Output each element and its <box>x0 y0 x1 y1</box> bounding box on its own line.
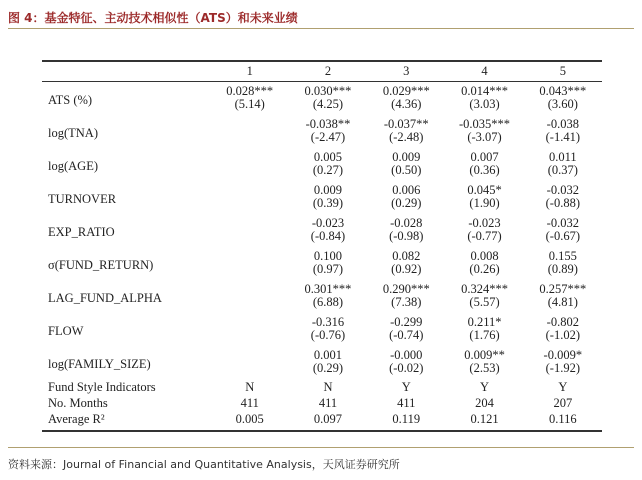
coefficient-cell: 0.009 <box>313 183 343 197</box>
coefficient-cell: 0.009** <box>464 348 505 362</box>
coefficient-cell: -0.035*** <box>459 117 511 131</box>
coefficient-cell <box>211 247 289 263</box>
coefficient-cell: 0.001 <box>313 348 343 362</box>
coefficient-cell: 0.100 <box>313 249 343 263</box>
summary-rows <box>42 379 602 431</box>
column-header-2: 2 <box>324 64 332 78</box>
coefficient-cell: -0.023 <box>311 216 345 230</box>
t-stat-cell: (6.88) <box>312 295 344 309</box>
column-header-1: 1 <box>246 64 253 78</box>
row-label: EXP_RATIO <box>48 224 115 239</box>
t-stat-cell: (2.53) <box>469 361 500 375</box>
t-stat-cell: (1.90) <box>469 196 500 210</box>
row-label: σ(FUND_RETURN) <box>48 257 154 272</box>
t-stat-cell: (0.27) <box>312 163 344 177</box>
coefficient-cell: -0.032 <box>546 216 579 230</box>
summary-cell: N <box>323 380 333 394</box>
coefficient-cell: -0.802 <box>546 315 579 329</box>
row-label: Average R² <box>42 411 211 431</box>
t-stat-cell: (4.25) <box>312 97 344 111</box>
row-label: log(TNA) <box>48 125 98 140</box>
t-stat-cell: (0.39) <box>312 196 344 210</box>
coefficient-cell: 0.030*** <box>304 84 352 98</box>
coefficient-cell: 0.009 <box>392 150 421 164</box>
t-stat-cell: (-1.41) <box>545 130 581 144</box>
coefficient-cell: -0.032 <box>546 183 579 197</box>
header-label-cell <box>42 61 211 82</box>
t-stat-cell: (0.37) <box>547 163 578 177</box>
table-row <box>42 115 602 131</box>
t-stat-cell: (0.89) <box>547 262 578 276</box>
t-stat-cell <box>211 296 289 313</box>
bottom-divider <box>8 447 634 448</box>
figure-title: 图 4：基金特征、主动技术相似性（ATS）和未来业绩 <box>8 11 298 25</box>
coefficient-cell: 0.155 <box>548 249 577 263</box>
table-row <box>42 214 602 230</box>
t-stat-cell: (3.60) <box>547 97 578 111</box>
coefficient-cell <box>211 115 289 131</box>
row-label: log(AGE) <box>48 158 98 173</box>
coefficient-cell: 0.029*** <box>382 84 430 98</box>
t-stat-cell: (-0.74) <box>389 328 424 342</box>
table-row <box>42 82 602 99</box>
t-stat-cell: (-0.67) <box>545 229 581 243</box>
summary-cell: Y <box>558 380 568 394</box>
coefficient-cell: 0.043*** <box>539 84 587 98</box>
row-label: FLOW <box>48 323 84 338</box>
column-header-5: 5 <box>559 64 566 78</box>
coefficient-cell: 0.082 <box>392 249 421 263</box>
column-header-4: 4 <box>481 64 488 78</box>
t-stat-cell <box>211 263 289 280</box>
source-note: 资料来源：Journal of Financial and Quantitative Analysis，天风证券研究所 <box>8 458 400 471</box>
t-stat-cell: (-0.77) <box>467 229 502 243</box>
t-stat-cell: (4.36) <box>391 97 422 111</box>
summary-cell: Y <box>401 380 411 394</box>
summary-cell: 411 <box>240 396 259 410</box>
row-label: ATS (%) <box>48 92 93 107</box>
summary-cell: 0.116 <box>524 411 602 431</box>
regression-table <box>42 60 602 432</box>
table-row <box>42 346 602 362</box>
coefficient-cell: 0.028*** <box>226 84 274 98</box>
summary-cell: 0.097 <box>289 411 367 431</box>
t-stat-cell: (-0.98) <box>389 229 424 243</box>
coefficient-cell: -0.038** <box>305 117 351 131</box>
summary-cell: N <box>245 380 255 394</box>
t-stat-cell: (-1.02) <box>545 328 581 342</box>
t-stat-cell: (0.97) <box>312 262 344 276</box>
coefficient-cell: 0.014*** <box>461 84 508 98</box>
row-label: TURNOVER <box>48 191 117 206</box>
row-label: No. Months <box>48 396 108 410</box>
coefficient-cell: 0.045* <box>467 183 502 197</box>
coefficient-cell: 0.301*** <box>304 282 352 296</box>
row-label: Fund Style Indicators <box>48 380 156 394</box>
summary-row <box>42 411 602 431</box>
t-stat-cell <box>211 131 289 148</box>
t-stat-cell: (-2.48) <box>389 130 424 144</box>
t-stat-cell: (5.57) <box>469 295 500 309</box>
t-stat-cell <box>211 329 289 346</box>
table-row <box>42 181 602 197</box>
table-row <box>42 247 602 263</box>
coefficient-cell: -0.038 <box>546 117 579 131</box>
summary-cell: Y <box>480 380 490 394</box>
coefficient-cell: -0.000 <box>390 348 423 362</box>
t-stat-cell: (-2.47) <box>310 130 346 144</box>
coefficient-cell: 0.324*** <box>461 282 508 296</box>
coefficient-cell: -0.023 <box>468 216 501 230</box>
t-stat-cell: (0.29) <box>391 196 422 210</box>
t-stat-cell <box>211 164 289 181</box>
t-stat-cell: (0.50) <box>391 163 422 177</box>
coefficient-cell: 0.008 <box>470 249 499 263</box>
coefficient-cell: 0.290*** <box>382 282 430 296</box>
coefficient-cell: 0.211* <box>467 315 502 329</box>
table-row <box>42 280 602 296</box>
t-stat-cell: (5.14) <box>234 97 265 111</box>
t-stat-cell: (1.76) <box>469 328 500 342</box>
row-label: LAG_FUND_ALPHA <box>48 290 162 305</box>
t-stat-cell: (0.26) <box>469 262 500 276</box>
summary-cell: 411 <box>397 396 416 410</box>
summary-cell: 207 <box>553 396 573 410</box>
coefficient-cell: 0.011 <box>548 150 577 164</box>
header-row <box>42 61 602 82</box>
summary-row <box>42 379 602 395</box>
t-stat-cell: (-0.02) <box>389 361 424 375</box>
coefficient-cell: 0.006 <box>392 183 421 197</box>
t-stat-cell: (-0.88) <box>545 196 581 210</box>
coefficient-cell <box>211 148 289 164</box>
t-stat-cell: (-3.07) <box>467 130 502 144</box>
t-stat-cell: (0.92) <box>391 262 422 276</box>
t-stat-cell: (-0.84) <box>310 229 346 243</box>
t-stat-cell: (0.36) <box>469 163 500 177</box>
coefficient-cell: -0.009* <box>543 348 583 362</box>
summary-cell: 411 <box>318 396 338 410</box>
t-stat-cell: (-0.76) <box>310 328 346 342</box>
summary-row <box>42 395 602 411</box>
t-stat-cell: (4.81) <box>547 295 578 309</box>
table-row <box>42 313 602 329</box>
coefficient-cell: 0.257*** <box>539 282 587 296</box>
coefficient-cell: -0.028 <box>390 216 423 230</box>
coefficient-cell <box>211 181 289 197</box>
t-stat-cell: (3.03) <box>469 97 500 111</box>
table-row <box>42 148 602 164</box>
regression-table-wrapper <box>42 60 602 432</box>
summary-cell: 0.119 <box>367 411 445 431</box>
t-stat-cell <box>211 230 289 247</box>
t-stat-cell: (0.29) <box>312 361 344 375</box>
t-stat-cell: (-1.92) <box>545 361 581 375</box>
t-stat-cell <box>211 362 289 379</box>
top-divider <box>8 28 634 29</box>
coefficient-cell <box>211 214 289 230</box>
coefficient-cell: 0.007 <box>470 150 499 164</box>
coefficient-cell <box>211 346 289 362</box>
coefficient-cell: -0.037** <box>383 117 429 131</box>
t-stat-cell <box>211 197 289 214</box>
coefficient-rows <box>42 82 602 380</box>
summary-cell: 0.121 <box>445 411 523 431</box>
coefficient-cell <box>211 280 289 296</box>
column-header-3: 3 <box>403 64 410 78</box>
coefficient-cell: 0.005 <box>313 150 343 164</box>
summary-cell: 0.005 <box>211 411 289 431</box>
coefficient-cell: -0.316 <box>311 315 345 329</box>
coefficient-cell <box>211 313 289 329</box>
row-label: log(FAMILY_SIZE) <box>48 356 151 371</box>
t-stat-cell: (7.38) <box>391 295 422 309</box>
summary-cell: 204 <box>475 396 494 410</box>
coefficient-cell: -0.299 <box>390 315 423 329</box>
